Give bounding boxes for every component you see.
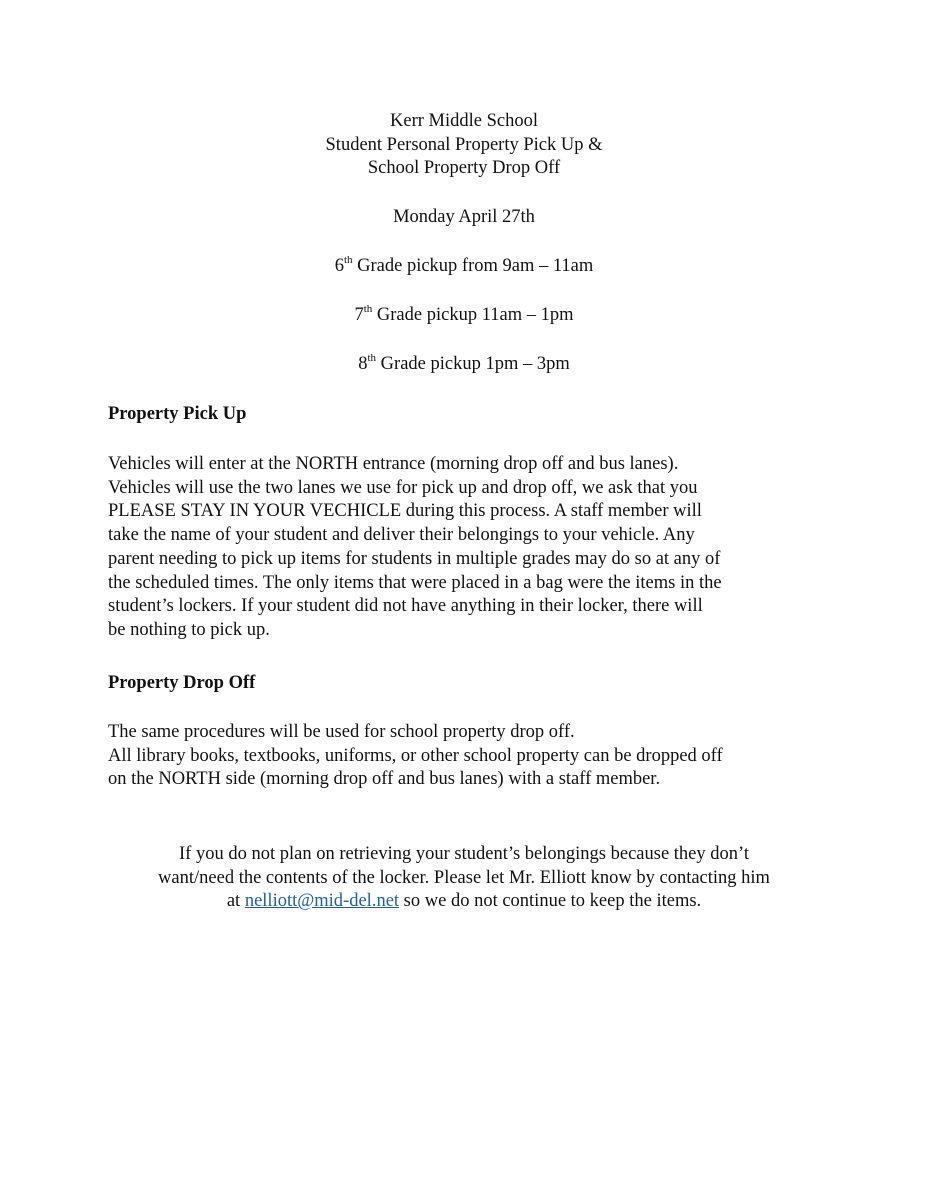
grade-time: Grade pickup from 9am – 11am — [352, 256, 594, 276]
grade-number: 7 — [354, 305, 364, 325]
grade-8-schedule — [0, 353, 928, 377]
dropoff-heading: Property Drop Off — [108, 673, 256, 693]
pickup-heading: Property Pick Up — [108, 404, 247, 424]
title-line-2: School Property Drop Off — [367, 158, 561, 179]
grade-number: 8 — [358, 354, 368, 374]
closing-note — [100, 843, 828, 914]
dropoff-paragraph — [108, 721, 828, 792]
paragraph-line: Vehicles will use the two lanes we use for pick up and drop off, we ask that you — [108, 477, 698, 498]
closing-line-2: want/need the contents of the locker. Please let Mr. Elliott know by contacting him — [158, 867, 770, 888]
grade-time: Grade pickup 1pm – 3pm — [376, 354, 570, 374]
grade-number: 6 — [334, 256, 344, 276]
paragraph-line: be nothing to pick up. — [108, 619, 270, 640]
grade-6-schedule — [0, 255, 928, 279]
paragraph-line: student’s lockers. If your student did not have anything in their locker, there will — [108, 596, 703, 617]
title-line-1: Student Personal Property Pick Up & — [325, 134, 603, 155]
email-link[interactable]: nelliott@mid-del.net — [244, 891, 400, 912]
event-date: Monday April 27th — [393, 207, 535, 227]
grade-time: Grade pickup 11am – 1pm — [372, 305, 574, 325]
grade-suffix: th — [367, 352, 377, 364]
document-header — [0, 110, 928, 181]
closing-line-3 — [100, 890, 828, 914]
paragraph-line: parent needing to pick up items for students in multiple grades may do so at any of — [108, 548, 721, 569]
grade-suffix: th — [363, 303, 373, 315]
paragraph-line: the scheduled times. The only items that were placed in a bag were the items in the — [108, 572, 722, 593]
paragraph-line: Vehicles will enter at the NORTH entrance (morning drop off and bus lanes). — [108, 454, 679, 474]
grade-suffix: th — [343, 254, 353, 266]
paragraph-line: take the name of your student and deliver their belongings to your vehicle. Any — [108, 525, 695, 546]
closing-line-1: If you do not plan on retrieving your student’s belongings because they don’t — [179, 844, 749, 864]
paragraph-line: All library books, textbooks, uniforms, or other school property can be dropped off — [108, 745, 723, 766]
school-name: Kerr Middle School — [390, 111, 538, 131]
paragraph-line: The same procedures will be used for school property drop off. — [108, 722, 575, 742]
pickup-paragraph — [108, 453, 828, 643]
paragraph-line: on the NORTH side (morning drop off and bus lanes) with a staff member. — [108, 769, 661, 790]
grade-7-schedule — [0, 304, 928, 328]
closing-suffix: so we do not continue to keep the items. — [399, 891, 702, 912]
paragraph-line: PLEASE STAY IN YOUR VECHICLE during this process. A staff member will — [108, 501, 702, 522]
closing-prefix: at — [226, 891, 245, 912]
